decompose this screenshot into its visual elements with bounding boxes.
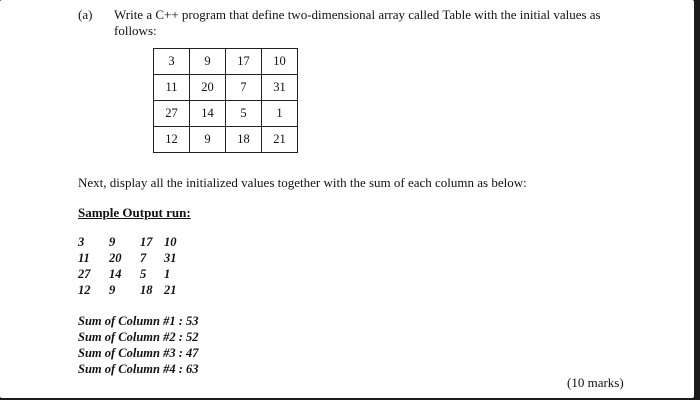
question-text bbox=[114, 7, 654, 39]
table-cell: 17 bbox=[226, 49, 262, 75]
sample-output-value: 12 bbox=[78, 283, 91, 297]
table-cell: 18 bbox=[226, 127, 262, 153]
sample-output-value: 5 bbox=[140, 267, 147, 281]
sample-output-value: 27 bbox=[78, 267, 91, 281]
table-cell: 7 bbox=[226, 75, 262, 101]
table-cell: 14 bbox=[190, 101, 226, 127]
sample-output-value: 14 bbox=[109, 267, 122, 281]
table-cell: 9 bbox=[190, 127, 226, 153]
sample-output-value: 17 bbox=[140, 235, 153, 249]
instruction-text: Next, display all the initialized values together with the sum of each column as below: bbox=[78, 175, 527, 190]
sample-output-value: 11 bbox=[78, 251, 90, 265]
sample-output-title: Sample Output run: bbox=[78, 205, 191, 220]
marks-label: (10 marks) bbox=[567, 375, 624, 390]
table-cell: 12 bbox=[154, 127, 190, 153]
sample-output-value: 20 bbox=[109, 251, 122, 265]
table-cell: 3 bbox=[154, 49, 190, 75]
sample-output-value: 9 bbox=[109, 283, 116, 297]
table-row bbox=[154, 101, 298, 127]
initial-values-table bbox=[153, 48, 298, 153]
sample-output-value: 18 bbox=[140, 283, 153, 297]
sample-output-value: 31 bbox=[164, 251, 177, 265]
column-sum-line: Sum of Column #3 : 47 bbox=[78, 346, 199, 360]
table-cell: 21 bbox=[262, 127, 298, 153]
sample-output-value: 9 bbox=[109, 235, 116, 249]
table-cell: 5 bbox=[226, 101, 262, 127]
column-sum-line: Sum of Column #1 : 53 bbox=[78, 314, 199, 328]
table-row bbox=[154, 49, 298, 75]
table-cell: 31 bbox=[262, 75, 298, 101]
table-cell: 11 bbox=[154, 75, 190, 101]
table-cell: 9 bbox=[190, 49, 226, 75]
table-cell: 20 bbox=[190, 75, 226, 101]
question-line-1: Write a C++ program that define two-dimensional array called Table with the initial values as bbox=[114, 7, 601, 22]
sample-output-value: 1 bbox=[164, 267, 171, 281]
column-sum-line: Sum of Column #4 : 63 bbox=[78, 362, 199, 376]
table-row bbox=[154, 75, 298, 101]
question-number: (a) bbox=[78, 7, 93, 22]
sample-output-value: 3 bbox=[78, 235, 85, 249]
sample-output-value: 21 bbox=[164, 283, 177, 297]
column-sum-line: Sum of Column #2 : 52 bbox=[78, 330, 199, 344]
question-line-2: follows: bbox=[114, 23, 157, 38]
table-cell: 1 bbox=[262, 101, 298, 127]
table-cell: 27 bbox=[154, 101, 190, 127]
sample-output-value: 7 bbox=[140, 251, 147, 265]
table-cell: 10 bbox=[262, 49, 298, 75]
table-row bbox=[154, 127, 298, 153]
sample-output-value: 10 bbox=[164, 235, 177, 249]
